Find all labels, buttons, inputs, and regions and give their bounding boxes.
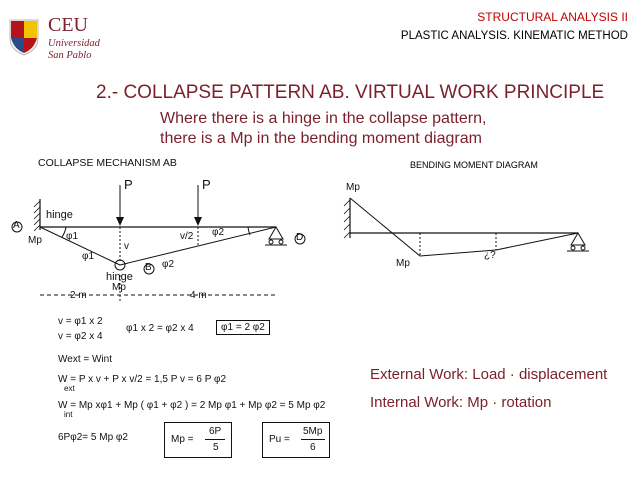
ceu-logo [8,14,128,70]
eq-phi-box: φ1 = 2 φ2 [216,320,270,335]
node-b-label: B [145,262,152,273]
course-title: STRUCTURAL ANALYSIS II [477,10,628,24]
phi1-bottom-label: φ1 [82,251,95,262]
node-a-label: A [13,220,20,231]
eq-v2: v = φ2 x 4 [58,331,103,342]
bmd-mp-top: Mp [346,182,360,193]
mp-left-label: Mp [28,235,42,246]
phi1-top-label: φ1 [66,231,79,242]
eq-wint: W = Mp xφ1 + Mp ( φ1 + φ2 ) = 2 Mp φ1 + Mp φ2 = 5 Mp φ2 [58,400,326,411]
bmd-drawing [320,158,620,278]
hinge-bottom-label: hinge [106,271,133,283]
pu-result-lhs: Pu = [269,434,290,445]
dim-4m: 4 m [190,290,207,301]
phi2-top-label: φ2 [212,227,225,238]
bmd-title: BENDING MOMENT DIAGRAM [410,160,538,170]
eq-v1: v = φ1 x 2 [58,316,103,327]
eq-wint-sub: int [64,410,73,419]
slide-title: 2.- COLLAPSE PATTERN AB. VIRTUAL WORK PRINCIPLE [96,82,605,103]
mp-result-box [164,422,232,458]
eq-wext-sub: ext [64,384,75,393]
bending-moment-diagram [320,158,620,278]
load-2-label: P [202,177,211,192]
topic-title: PLASTIC ANALYSIS. KINEMATIC METHOD [400,30,628,42]
logo-line1: Universidad [48,38,100,49]
eq-wext: W = P x v + P x v/2 = 1,5 P v = 6 P φ2 [58,374,227,385]
mechanism-diagram [8,155,308,305]
mp-result-den: 5 [213,442,219,453]
load-1-label: P [124,177,133,192]
logo-line2: San Pablo [48,50,92,61]
bmd-mp-bottom: Mp [396,258,410,269]
mechanism-title: COLLAPSE MECHANISM AB [38,157,177,169]
ceu-shield-icon [8,18,40,56]
hinge-top-label: hinge [46,209,73,221]
mp-result-num: 6P [209,426,222,437]
eq-final: 6Pφ2= 5 Mp φ2 [58,432,128,443]
pu-result-box [262,422,330,458]
mp-bottom-label: Mp [112,282,126,293]
subtitle-line1: Where there is a hinge in the collapse pattern, [160,110,487,127]
eq-work-balance: Wext = Wint [58,354,112,365]
mechanism-drawing [8,155,308,305]
subtitle-line2: there is a Mp in the bending moment diagram [160,130,482,147]
v-half-label: v/2 [180,231,194,242]
mp-result-lhs: Mp = [171,434,194,445]
phi2-bottom-label: φ2 [162,259,175,270]
node-d-label: D [296,232,304,243]
logo-name: CEU [48,14,88,36]
bmd-unknown-mark: ¿? [484,250,496,261]
pu-result-den: 6 [310,442,316,453]
eq-relation: φ1 x 2 = φ2 x 4 [126,323,194,334]
note-internal-work: Internal Work: Mp · rotation [370,394,552,411]
pu-result-num: 5Mp [303,426,323,437]
dim-2m: 2 m [70,290,87,301]
v-mid-label: v [124,241,129,252]
note-external-work: External Work: Load · displacement [370,366,608,383]
